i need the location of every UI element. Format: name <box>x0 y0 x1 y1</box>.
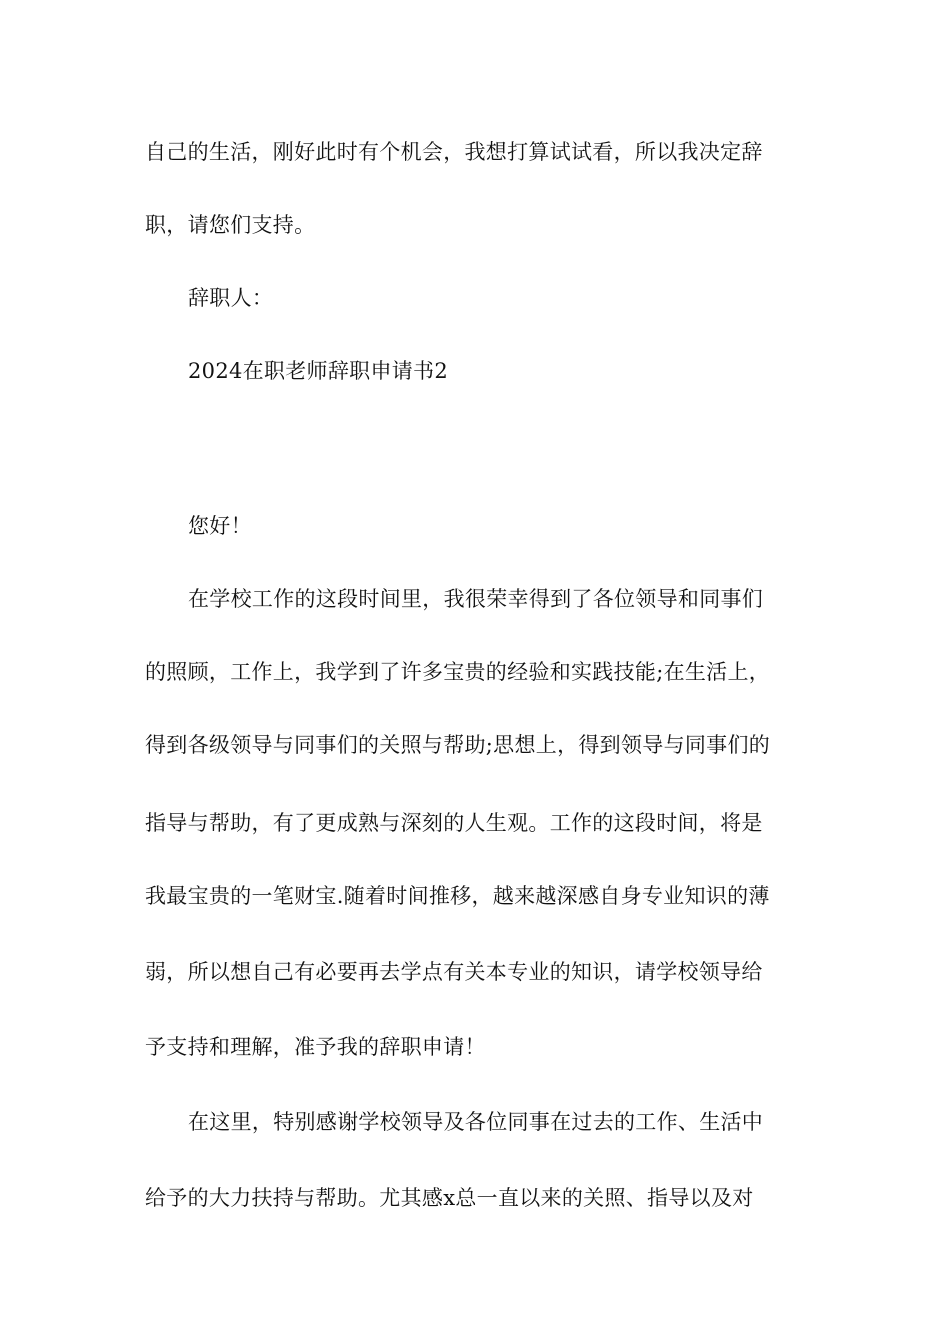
paragraph-line: 予支持和理解，准予我的辞职申请！ <box>145 1035 486 1059</box>
paragraph-line: 在学校工作的这段时间里，我很荣幸得到了各位领导和同事们 <box>188 587 764 611</box>
paragraph-line: 自己的生活，刚好此时有个机会，我想打算试试看，所以我决定辞 <box>145 140 763 164</box>
paragraph-line: 职，请您们支持。 <box>145 213 316 237</box>
paragraph-line: 指导与帮助，有了更成熟与深刻的人生观。工作的这段时间，将是 <box>145 811 763 835</box>
document-title: 2024在职老师辞职申请书2 <box>188 359 449 383</box>
paragraph-line: 我最宝贵的一笔财宝.随着时间推移，越来越深感自身专业知识的薄 <box>145 884 770 908</box>
paragraph-line: 的照顾，工作上，我学到了许多宝贵的经验和实践技能;在生活上， <box>145 660 771 684</box>
paragraph-line: 得到各级领导与同事们的关照与帮助;思想上，得到领导与同事们的 <box>145 733 771 757</box>
paragraph-line: 给予的大力扶持与帮助。尤其感x总一直以来的关照、指导以及对 <box>145 1186 754 1210</box>
paragraph-line: 弱，所以想自己有必要再去学点有关本专业的知识，请学校领导给 <box>145 960 763 984</box>
signature-label: 辞职人： <box>188 286 274 310</box>
paragraph-line: 在这里，特别感谢学校领导及各位同事在过去的工作、生活中 <box>188 1110 764 1134</box>
greeting: 您好！ <box>188 514 252 538</box>
